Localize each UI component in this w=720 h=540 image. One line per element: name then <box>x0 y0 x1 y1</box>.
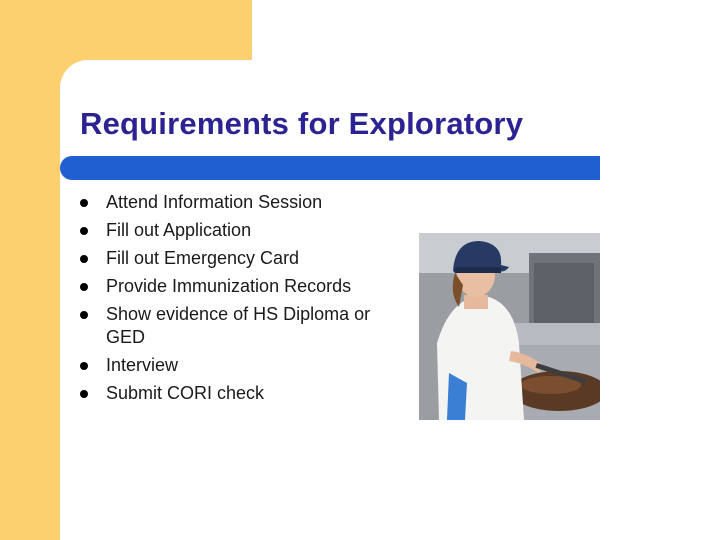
list-item-text: Fill out Application <box>106 220 252 240</box>
list-item <box>80 191 380 214</box>
requirements-list <box>80 191 380 410</box>
chef-cooking-photo <box>419 233 600 420</box>
list-item-text: Show evidence of HS Diploma or GED <box>106 304 371 347</box>
list-item-text: Interview <box>106 355 179 375</box>
slide-title: Requirements for Exploratory <box>80 106 524 141</box>
list-item <box>80 219 380 242</box>
decorative-left-strip <box>0 0 60 540</box>
list-item-text: Provide Immunization Records <box>106 276 352 296</box>
list-item-text: Submit CORI check <box>106 383 265 403</box>
title-underline-bar <box>60 156 600 180</box>
list-item <box>80 247 380 270</box>
list-item-text: Fill out Emergency Card <box>106 248 300 268</box>
list-item <box>80 382 380 405</box>
bullet-icon <box>80 283 88 291</box>
list-item-text: Attend Information Session <box>106 192 323 212</box>
list-item <box>80 354 380 377</box>
bullet-icon <box>80 227 88 235</box>
list-item <box>80 275 380 298</box>
bullet-icon <box>80 362 88 370</box>
bullet-icon <box>80 390 88 398</box>
bullet-icon <box>80 255 88 263</box>
bullet-icon <box>80 311 88 319</box>
bullet-icon <box>80 199 88 207</box>
list-item <box>80 303 380 349</box>
chef-photo-illustration <box>419 233 600 420</box>
